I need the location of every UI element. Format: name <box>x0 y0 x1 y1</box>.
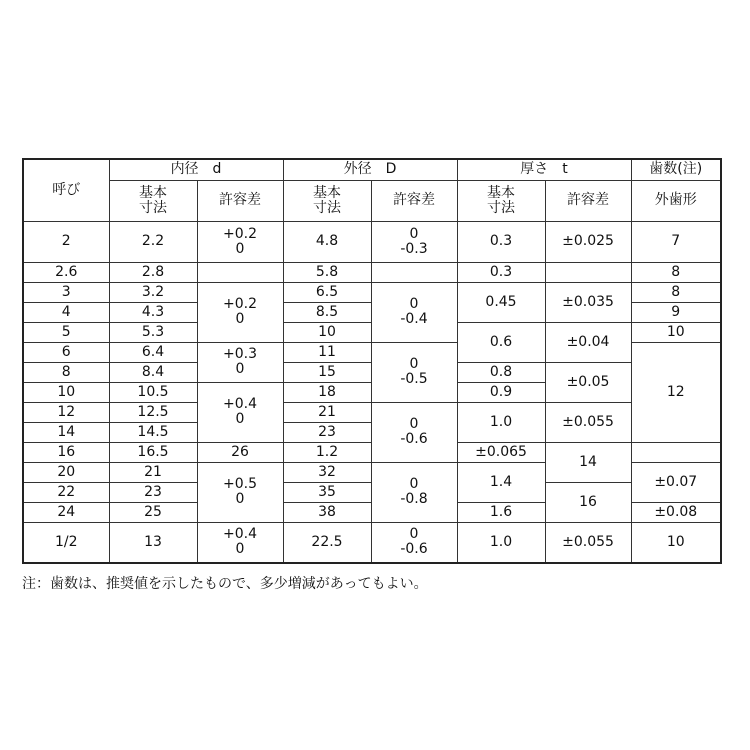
thick-tolerance-cell: ±0.055 <box>545 522 631 563</box>
thick-basic-cell: 0.45 <box>457 282 545 322</box>
header-inner-basic: 基本 寸法 <box>109 180 197 221</box>
inner-basic-cell: 3.2 <box>109 282 197 302</box>
thick-basic-cell: 1.0 <box>457 402 545 442</box>
inner-basic-cell: 13 <box>109 522 197 563</box>
thick-basic-cell: 0.6 <box>457 322 545 362</box>
thick-basic-cell: 0.9 <box>457 382 545 402</box>
outer-tolerance-cell: 0 -0.3 <box>371 221 457 262</box>
table-row <box>23 282 721 302</box>
table-row <box>23 402 721 422</box>
header-thick-basic: 基本 寸法 <box>457 180 545 221</box>
inner-basic-cell: 5.3 <box>109 322 197 342</box>
nominal-cell: 22 <box>23 482 109 502</box>
header-row-2 <box>23 180 721 221</box>
nominal-cell: 24 <box>23 502 109 522</box>
thick-basic-cell: 1.2 <box>283 442 371 462</box>
nominal-cell: 14 <box>23 422 109 442</box>
teeth-cell: 16 <box>545 482 631 522</box>
teeth-cell: 14 <box>545 442 631 482</box>
nominal-cell: 1/2 <box>23 522 109 563</box>
outer-basic-cell: 11 <box>283 342 371 362</box>
teeth-cell: 10 <box>631 322 721 342</box>
nominal-cell: 2.6 <box>23 262 109 282</box>
thick-basic-cell: 1.6 <box>457 502 545 522</box>
nominal-cell: 2 <box>23 221 109 262</box>
header-thick-tolerance: 許容差 <box>545 180 631 221</box>
header-inner-tolerance: 許容差 <box>197 180 283 221</box>
spec-table <box>22 158 722 564</box>
teeth-cell: 12 <box>631 342 721 442</box>
outer-basic-cell: 26 <box>197 442 283 462</box>
inner-tolerance-cell: +0.3 0 <box>197 342 283 382</box>
inner-basic-cell: 10.5 <box>109 382 197 402</box>
inner-basic-cell: 21 <box>109 462 197 482</box>
header-row-1 <box>23 159 721 180</box>
nominal-cell: 20 <box>23 462 109 482</box>
inner-basic-cell: 12.5 <box>109 402 197 422</box>
header-inner-diameter: 内径 d <box>109 159 283 180</box>
nominal-cell: 16 <box>23 442 109 462</box>
nominal-cell: 6 <box>23 342 109 362</box>
outer-basic-cell: 23 <box>283 422 371 442</box>
inner-basic-cell: 23 <box>109 482 197 502</box>
table-row <box>23 262 721 282</box>
inner-basic-cell: 25 <box>109 502 197 522</box>
inner-tolerance-cell: +0.2 0 <box>197 282 283 342</box>
outer-tolerance-cell: 0 -0.6 <box>371 522 457 563</box>
outer-basic-cell: 32 <box>283 462 371 482</box>
outer-basic-cell: 21 <box>283 402 371 422</box>
nominal-cell: 12 <box>23 402 109 422</box>
table-row <box>23 221 721 262</box>
header-outer-basic: 基本 寸法 <box>283 180 371 221</box>
inner-tolerance-cell <box>197 262 283 282</box>
outer-basic-cell: 18 <box>283 382 371 402</box>
thick-tolerance-cell: ±0.05 <box>545 362 631 402</box>
thick-basic-cell: 0.8 <box>457 362 545 382</box>
teeth-cell: 8 <box>631 282 721 302</box>
thick-tolerance-cell: ±0.025 <box>545 221 631 262</box>
outer-tolerance-cell: 0 -0.5 <box>371 342 457 402</box>
inner-basic-cell: 14.5 <box>109 422 197 442</box>
header-teeth-type: 外歯形 <box>631 180 721 221</box>
outer-tolerance-cell: 0 -0.4 <box>371 282 457 342</box>
thick-basic-cell: 0.3 <box>457 262 545 282</box>
inner-tolerance-cell: +0.4 0 <box>197 522 283 563</box>
thick-tolerance-cell <box>545 262 631 282</box>
thick-tolerance-cell: ±0.055 <box>545 402 631 442</box>
table-row <box>23 522 721 563</box>
outer-basic-cell: 22.5 <box>283 522 371 563</box>
thick-tolerance-cell: ±0.04 <box>545 322 631 362</box>
teeth-cell: 10 <box>631 522 721 563</box>
outer-tolerance-cell: 0 -0.8 <box>371 462 457 522</box>
inner-basic-cell: 16.5 <box>109 442 197 462</box>
inner-tolerance-cell: +0.5 0 <box>197 462 283 522</box>
inner-basic-cell: 2.8 <box>109 262 197 282</box>
nominal-cell: 5 <box>23 322 109 342</box>
teeth-cell: 9 <box>631 302 721 322</box>
inner-basic-cell: 8.4 <box>109 362 197 382</box>
thick-tolerance-cell: ±0.08 <box>631 502 721 522</box>
header-outer-tolerance: 許容差 <box>371 180 457 221</box>
outer-basic-cell: 4.8 <box>283 221 371 262</box>
outer-basic-cell: 6.5 <box>283 282 371 302</box>
header-nominal: 呼び <box>23 159 109 221</box>
header-teeth: 歯数(注) <box>631 159 721 180</box>
thick-basic-cell: 1.0 <box>457 522 545 563</box>
thick-tolerance-cell: ±0.035 <box>545 282 631 322</box>
thick-basic-cell: 1.4 <box>457 462 545 502</box>
outer-basic-cell: 35 <box>283 482 371 502</box>
thick-tolerance-cell: ±0.07 <box>631 462 721 502</box>
header-outer-diameter: 外径 D <box>283 159 457 180</box>
footnote: 注：歯数は、推奨値を示したもので、多少増減があってもよい。 <box>22 576 428 592</box>
outer-basic-cell: 8.5 <box>283 302 371 322</box>
nominal-cell: 10 <box>23 382 109 402</box>
outer-basic-cell: 38 <box>283 502 371 522</box>
nominal-cell: 3 <box>23 282 109 302</box>
outer-tolerance-cell: 0 -0.6 <box>371 402 457 462</box>
teeth-cell: 8 <box>631 262 721 282</box>
nominal-cell: 8 <box>23 362 109 382</box>
outer-tolerance-cell <box>371 262 457 282</box>
nominal-cell: 4 <box>23 302 109 322</box>
teeth-cell: 7 <box>631 221 721 262</box>
inner-tolerance-cell: +0.4 0 <box>197 382 283 442</box>
inner-tolerance-cell: +0.2 0 <box>197 221 283 262</box>
inner-basic-cell: 4.3 <box>109 302 197 322</box>
inner-basic-cell: 2.2 <box>109 221 197 262</box>
inner-basic-cell: 6.4 <box>109 342 197 362</box>
outer-basic-cell: 10 <box>283 322 371 342</box>
thick-tolerance-cell: ±0.065 <box>457 442 545 462</box>
header-thickness: 厚さ t <box>457 159 631 180</box>
outer-basic-cell: 15 <box>283 362 371 382</box>
thick-basic-cell: 0.3 <box>457 221 545 262</box>
outer-basic-cell: 5.8 <box>283 262 371 282</box>
